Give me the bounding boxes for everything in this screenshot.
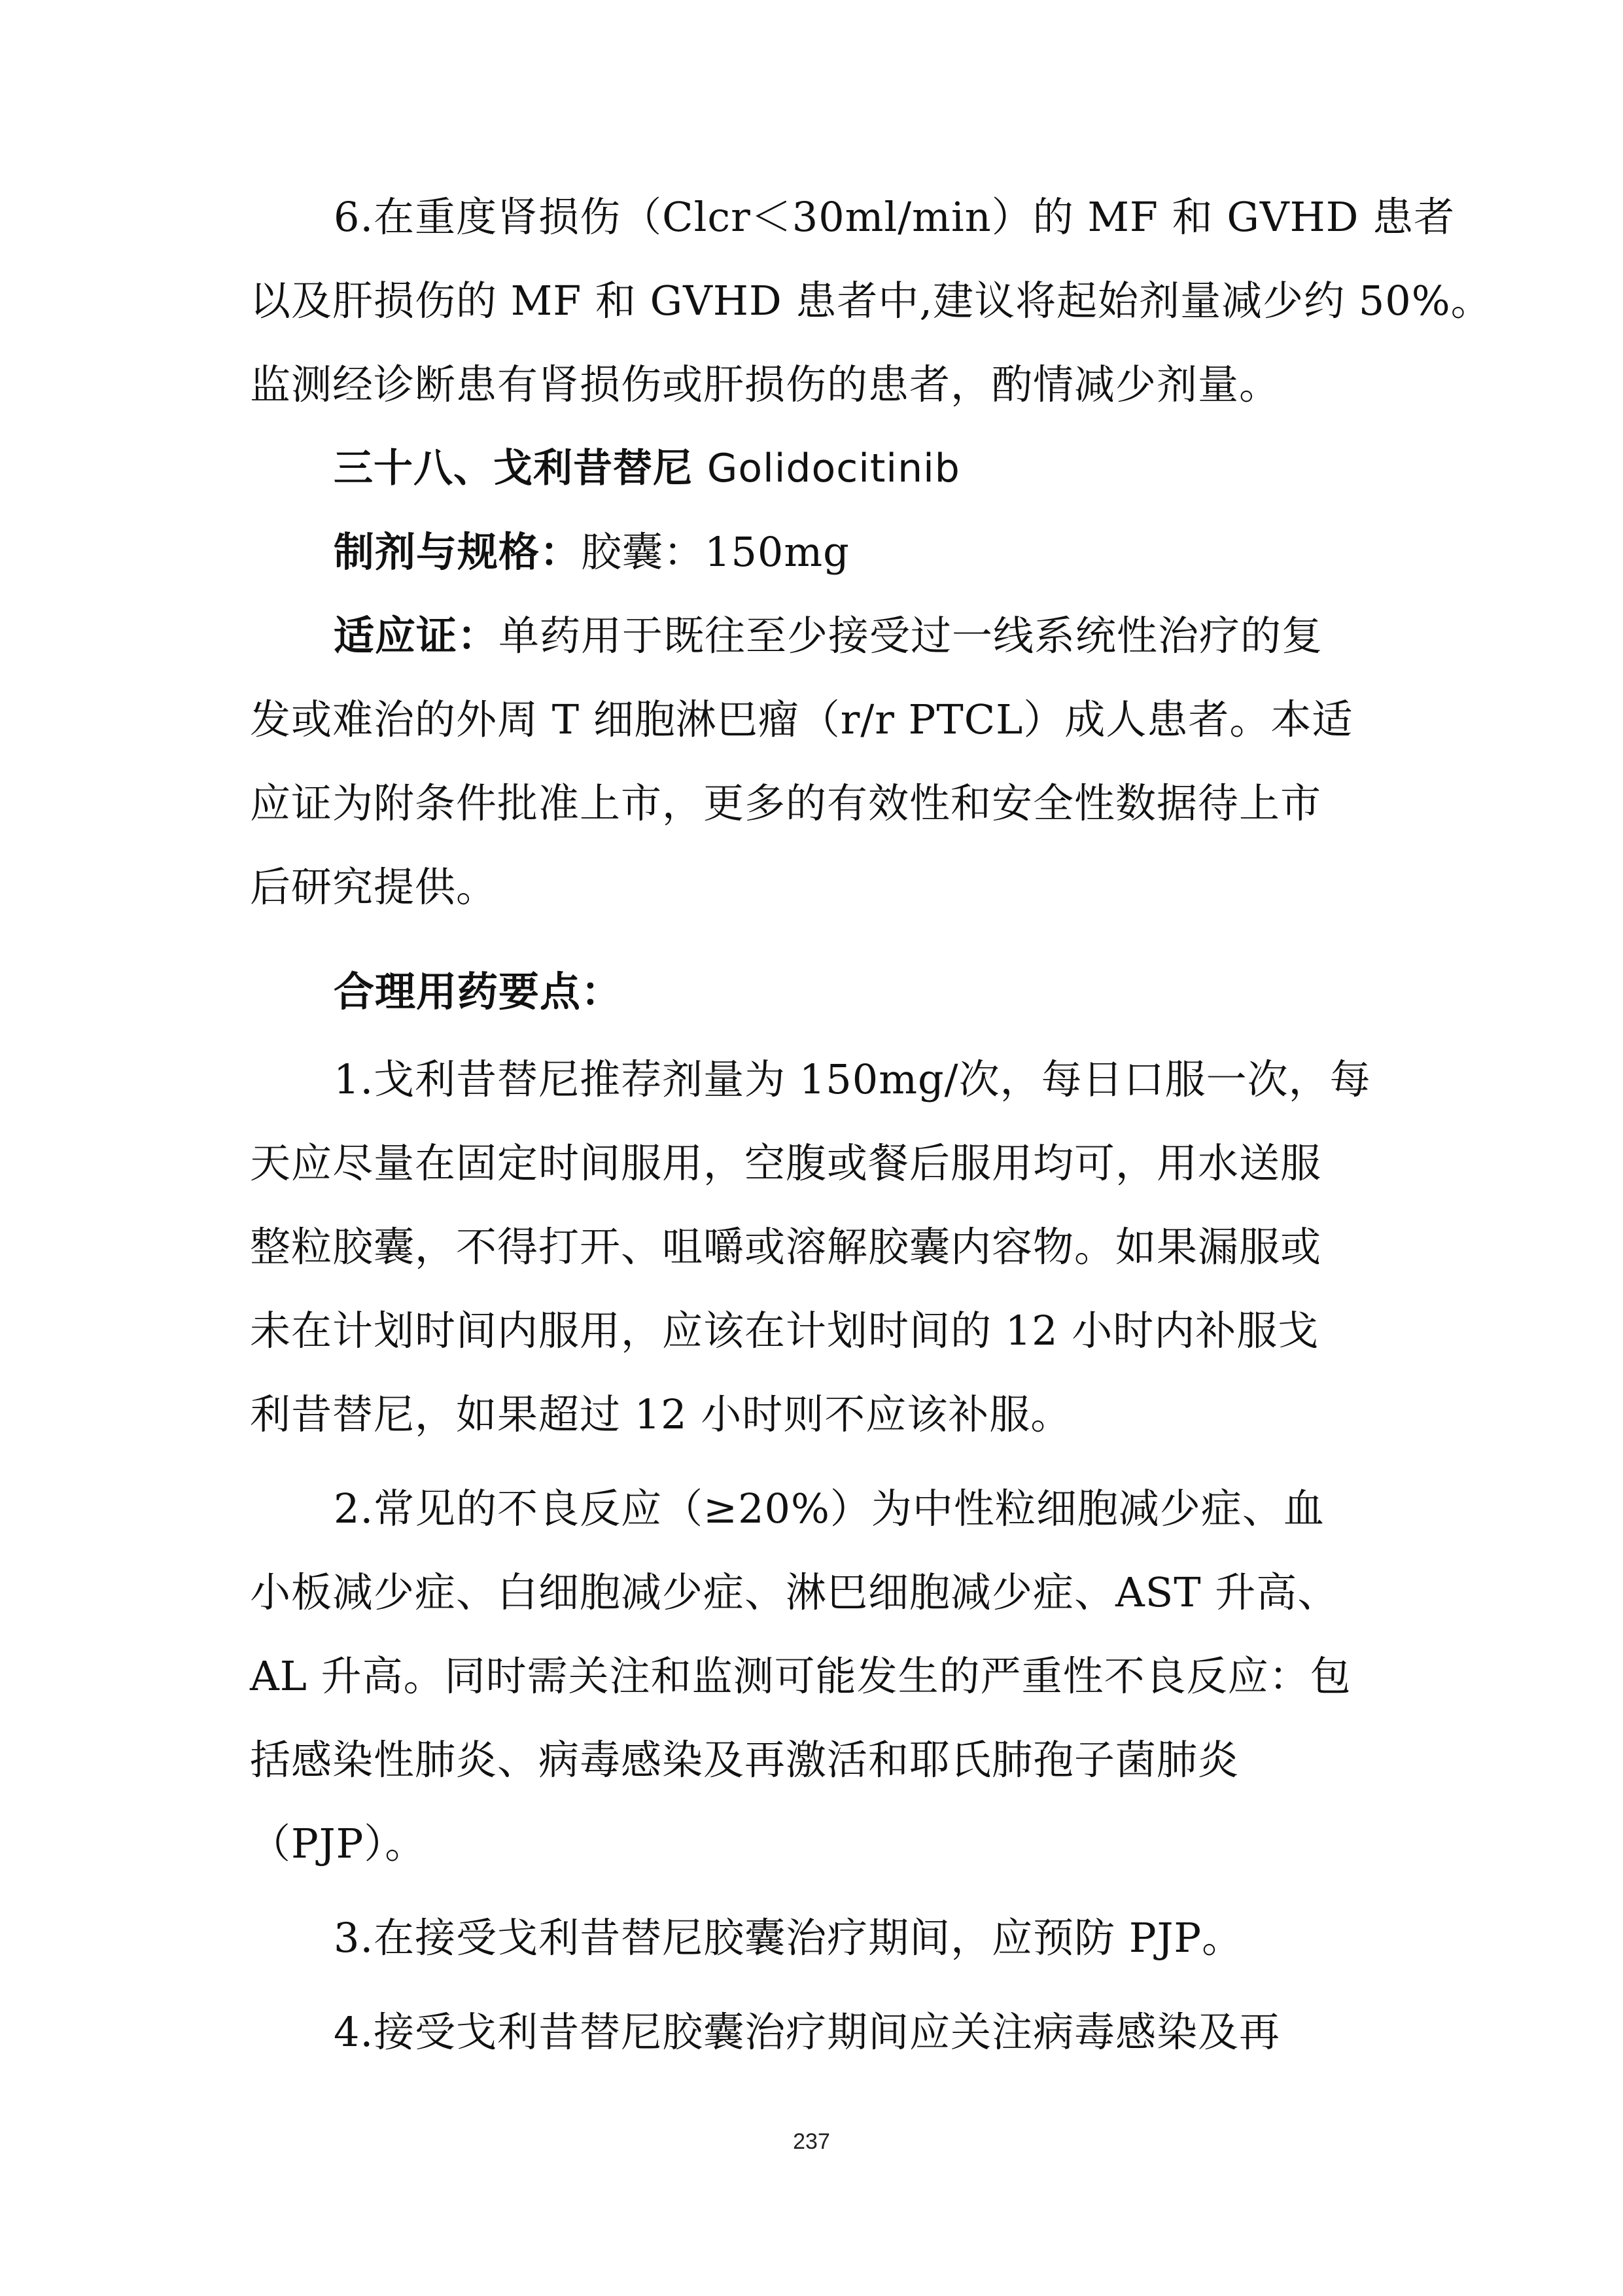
point-1-line-1: 1.戈利昔替尼推荐剂量为 150mg/次，每日口服一次，每 <box>334 1055 1371 1103</box>
point-1-line-2: 天应尽量在固定时间服用，空腹或餐后服用均可，用水送服 <box>250 1139 1322 1187</box>
point-1-line-5: 利昔替尼，如果超过 12 小时则不应该补服。 <box>250 1390 1072 1438</box>
point-4-line-1: 4.接受戈利昔替尼胶囊治疗期间应关注病毒感染及再 <box>334 2008 1281 2056</box>
indication-text-1: 单药用于既往至少接受过一线系统性治疗的复 <box>498 612 1323 660</box>
indication-line-4: 后研究提供。 <box>250 863 498 911</box>
spec-value: 胶囊：150mg <box>581 528 850 576</box>
point-1-line-3: 整粒胶囊，不得打开、咀嚼或溶解胶囊内容物。如果漏服或 <box>250 1223 1322 1271</box>
point-2-line-4: 括感染性肺炎、病毒感染及再激活和耶氏肺孢子菌肺炎 <box>250 1736 1240 1784</box>
section-title-en: Golidocitinib <box>707 446 960 491</box>
indication-line-2: 发或难治的外周 T 细胞淋巴瘤（r/r PTCL）成人患者。本适 <box>250 696 1353 743</box>
section-title-cn: 三十八、戈利昔替尼 <box>334 446 693 491</box>
paragraph-6-line-1: 6.在重度肾损伤（Clcr＜30ml/min）的 MF 和 GVHD 患者 <box>334 193 1456 241</box>
point-2-line-2: 小板减少症、白细胞减少症、淋巴细胞减少症、AST 升高、 <box>250 1568 1339 1616</box>
indication-line-1 <box>334 610 1323 662</box>
spec-line <box>334 526 850 578</box>
paragraph-6-line-3: 监测经诊断患有肾损伤或肝损伤的患者，酌情减少剂量。 <box>250 361 1281 408</box>
point-2-line-5: （PJP）。 <box>250 1820 427 1867</box>
point-1-line-4: 未在计划时间内服用，应该在计划时间的 12 小时内补服戈 <box>250 1307 1319 1354</box>
point-2-line-3: AL 升高。同时需关注和监测可能发生的严重性不良反应：包 <box>250 1652 1352 1700</box>
indication-label: 适应证： <box>334 612 499 660</box>
point-3-line-1: 3.在接受戈利昔替尼胶囊治疗期间，应预防 PJP。 <box>334 1914 1244 1962</box>
key-points-heading: 合理用药要点： <box>334 968 623 1016</box>
spec-label: 制剂与规格： <box>334 528 582 576</box>
page-number: 237 <box>793 2129 830 2154</box>
indication-line-3: 应证为附条件批准上市，更多的有效性和安全性数据待上市 <box>250 779 1322 827</box>
paragraph-6-line-2: 以及肝损伤的 MF 和 GVHD 患者中,建议将起始剂量减少约 50%。 <box>250 277 1492 325</box>
section-title <box>334 442 960 495</box>
point-2-line-1: 2.常见的不良反应（≥20%）为中性粒细胞减少症、血 <box>334 1485 1325 1532</box>
